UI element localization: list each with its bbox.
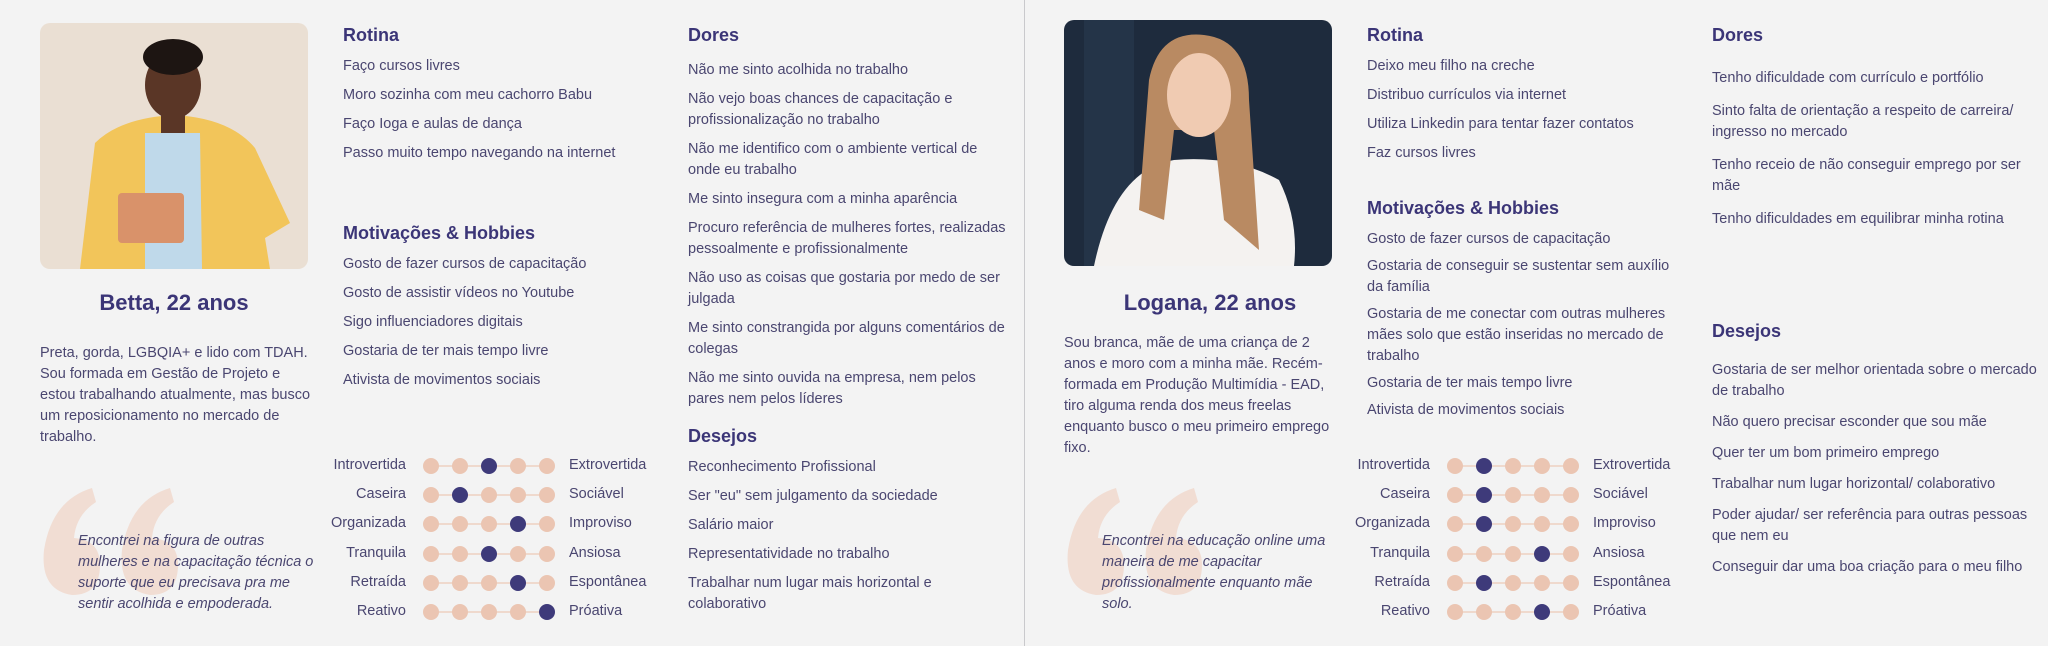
section-title: Rotina bbox=[1367, 25, 1423, 45]
dores-list bbox=[1712, 68, 2037, 230]
scale-dot-selected bbox=[452, 487, 468, 503]
scale-dot bbox=[423, 458, 439, 474]
scale-dot bbox=[1534, 575, 1550, 591]
scale-dot bbox=[1534, 516, 1550, 532]
scale-dot bbox=[510, 546, 526, 562]
scale-dot bbox=[423, 575, 439, 591]
scale-left-label: Introvertida bbox=[333, 457, 406, 473]
scale-dot bbox=[1505, 546, 1521, 562]
list-item: Gostaria de ser melhor orientada sobre o mercado de trabalho bbox=[1712, 362, 2037, 399]
list-item: Trabalhar num lugar mais horizontal e colaborativo bbox=[688, 575, 932, 612]
personality-scales bbox=[300, 455, 700, 630]
personality-scales bbox=[1324, 455, 1724, 630]
scale-dot bbox=[1447, 604, 1463, 620]
scale-dot bbox=[539, 575, 555, 591]
list-item: Tenho dificuldades em equilibrar minha rotina bbox=[1712, 211, 2004, 227]
scale-dot-selected bbox=[481, 458, 497, 474]
scale-dot bbox=[452, 458, 468, 474]
list-item: Sinto falta de orientação a respeito de carreira/ ingresso no mercado bbox=[1712, 103, 2014, 140]
scale-right-label: Extrovertida bbox=[569, 457, 647, 473]
list-item: Procuro referência de mulheres fortes, realizadas pessoalmente e profissionalmente bbox=[688, 220, 1006, 257]
scale-dot bbox=[423, 487, 439, 503]
scale-dot bbox=[1563, 604, 1579, 620]
scale-left-label: Reativo bbox=[356, 602, 406, 619]
scale-dot bbox=[452, 516, 468, 532]
section-title: Desejos bbox=[688, 426, 758, 446]
list-item: Salário maior bbox=[688, 517, 774, 533]
scale-dot bbox=[481, 575, 497, 591]
list-item: Reconhecimento Profissional bbox=[688, 459, 876, 475]
section-title: Desejos bbox=[1712, 321, 1782, 341]
list-item: Poder ajudar/ ser referência para outras pessoas que nem eu bbox=[1712, 507, 2028, 544]
list-item: Não uso as coisas que gostaria por medo de ser julgada bbox=[688, 270, 1000, 307]
scale-dot bbox=[481, 604, 497, 620]
scale-row bbox=[1324, 513, 1724, 542]
scale-dot bbox=[1534, 487, 1550, 503]
scale-left-label: Retraída bbox=[1374, 573, 1430, 590]
list-item: Distribuo currículos via internet bbox=[1367, 87, 1567, 103]
scale-dot-selected bbox=[1476, 458, 1492, 474]
scale-dot bbox=[1505, 458, 1521, 474]
scale-dot-selected bbox=[1476, 487, 1492, 503]
dores-section bbox=[1712, 25, 2037, 242]
list-item: Sigo influenciadores digitais bbox=[343, 314, 523, 330]
persona-name: Betta, 22 anos bbox=[99, 290, 249, 315]
list-item: Quer ter um bom primeiro emprego bbox=[1712, 445, 1940, 461]
scale-dot bbox=[1563, 546, 1579, 562]
scale-dot bbox=[539, 458, 555, 474]
scale-dot bbox=[1534, 458, 1550, 474]
list-item: Conseguir dar uma boa criação para o meu filho bbox=[1712, 559, 2023, 575]
scale-row bbox=[300, 484, 700, 513]
scale-right-label: Improviso bbox=[569, 515, 632, 532]
section-title: Dores bbox=[688, 25, 740, 45]
list-item: Gostaria de ter mais tempo livre bbox=[1367, 375, 1573, 391]
scale-dot bbox=[452, 575, 468, 591]
list-item: Faço cursos livres bbox=[343, 58, 460, 74]
scale-dot bbox=[1476, 604, 1492, 620]
scale-left-label: Organizada bbox=[1355, 515, 1430, 532]
list-item: Não me sinto acolhida no trabalho bbox=[688, 62, 909, 78]
scale-row bbox=[1324, 543, 1724, 572]
scale-dot bbox=[1447, 458, 1463, 474]
scale-right-label: Ansiosa bbox=[569, 544, 621, 561]
list-item: Me sinto constrangida por alguns comentários de colegas bbox=[688, 320, 1005, 357]
rotina-list bbox=[1367, 56, 1677, 164]
scale-dot bbox=[1447, 487, 1463, 503]
scale-dot bbox=[1505, 604, 1521, 620]
scale-left-label: Organizada bbox=[331, 515, 406, 532]
scale-dot bbox=[539, 516, 555, 532]
list-item: Ser "eu" sem julgamento da sociedade bbox=[688, 488, 938, 504]
scale-dot-selected bbox=[481, 546, 497, 562]
list-item: Me sinto insegura com a minha aparência bbox=[688, 191, 958, 207]
scale-dot-selected bbox=[1476, 516, 1492, 532]
persona-description: Preta, gorda, LGBQIA+ e lido com TDAH. Sou formada em Gestão de Projeto e estou trabalhando atualmente, mas busco um reposicionamento no mercado de trabalho. bbox=[40, 345, 311, 445]
list-item: Não quero precisar esconder que sou mãe bbox=[1712, 414, 1987, 430]
scale-row bbox=[300, 543, 700, 572]
list-item: Tenho dificuldade com currículo e portfólio bbox=[1712, 70, 1984, 86]
motivacoes-section bbox=[1367, 198, 1677, 427]
scale-row bbox=[1324, 601, 1724, 630]
persona-card-logana bbox=[1024, 0, 2048, 646]
scale-right-label: Ansiosa bbox=[1593, 544, 1645, 561]
list-item: Passo muito tempo navegando na internet bbox=[343, 145, 616, 161]
scale-right-label: Sociável bbox=[569, 486, 624, 503]
scale-dot bbox=[510, 604, 526, 620]
scale-right-label: Improviso bbox=[1593, 515, 1656, 532]
scale-dot bbox=[452, 546, 468, 562]
scale-dot bbox=[1476, 546, 1492, 562]
scale-row bbox=[300, 455, 700, 484]
list-item: Não vejo boas chances de capacitação e profissionalização no trabalho bbox=[688, 91, 953, 128]
scale-dot bbox=[539, 546, 555, 562]
scale-dot-selected bbox=[1534, 604, 1550, 620]
persona-quote: Encontrei na educação online uma maneira de me capacitar profissionalmente enquanto mãe solo. bbox=[1102, 533, 1326, 612]
dores-section bbox=[688, 25, 1013, 418]
list-item: Moro sozinha com meu cachorro Babu bbox=[343, 87, 593, 103]
persona-photo bbox=[1064, 20, 1332, 266]
list-item: Não me identifico com o ambiente vertical de onde eu trabalho bbox=[688, 141, 978, 178]
scale-row bbox=[300, 513, 700, 542]
scale-left-label: Caseira bbox=[356, 486, 406, 503]
list-item: Deixo meu filho na creche bbox=[1367, 58, 1535, 74]
persona-photo bbox=[40, 23, 308, 269]
list-item: Ativista de movimentos sociais bbox=[343, 372, 541, 388]
scale-left-label: Tranquila bbox=[1370, 544, 1430, 561]
scale-dot bbox=[481, 487, 497, 503]
section-title: Dores bbox=[1712, 25, 1764, 45]
scale-left-label: Caseira bbox=[1380, 486, 1430, 503]
scale-dot bbox=[423, 516, 439, 532]
motivacoes-section bbox=[343, 223, 653, 399]
scale-dot bbox=[510, 458, 526, 474]
scale-dot-selected bbox=[510, 516, 526, 532]
scale-dot-selected bbox=[510, 575, 526, 591]
list-item: Gosto de fazer cursos de capacitação bbox=[1367, 231, 1611, 247]
desejos-list bbox=[688, 457, 1013, 615]
desejos-section bbox=[688, 426, 1013, 623]
scale-right-label: Extrovertida bbox=[1593, 457, 1671, 473]
scale-dot bbox=[1447, 546, 1463, 562]
list-item: Ativista de movimentos sociais bbox=[1367, 402, 1565, 418]
scale-dot bbox=[1563, 575, 1579, 591]
list-item: Trabalhar num lugar horizontal/ colaborativo bbox=[1712, 476, 1996, 492]
list-item: Representatividade no trabalho bbox=[688, 546, 890, 562]
scale-dot bbox=[1505, 487, 1521, 503]
persona-name: Logana, 22 anos bbox=[1123, 290, 1297, 315]
scale-left-label: Reativo bbox=[1380, 602, 1430, 619]
scale-dot-selected bbox=[1534, 546, 1550, 562]
scale-dot-selected bbox=[539, 604, 555, 620]
section-title: Motivações & Hobbies bbox=[1367, 198, 1560, 218]
scale-right-label: Sociável bbox=[1593, 486, 1648, 503]
scale-dot bbox=[1563, 516, 1579, 532]
scale-left-label: Retraída bbox=[350, 573, 406, 590]
list-item: Gostaria de ter mais tempo livre bbox=[343, 343, 549, 359]
scale-dot bbox=[423, 604, 439, 620]
scale-row bbox=[300, 572, 700, 601]
scale-dot bbox=[481, 516, 497, 532]
motivacoes-list bbox=[1367, 229, 1677, 421]
rotina-list bbox=[343, 56, 653, 164]
dores-list bbox=[688, 60, 1013, 410]
scale-right-label: Próativa bbox=[1593, 602, 1647, 619]
desejos-list bbox=[1712, 360, 2037, 578]
scale-dot bbox=[510, 487, 526, 503]
scale-right-label: Próativa bbox=[569, 602, 623, 619]
scale-row bbox=[1324, 572, 1724, 601]
scale-left-label: Introvertida bbox=[1357, 457, 1430, 473]
scale-left-label: Tranquila bbox=[346, 544, 406, 561]
persona-quote: Encontrei na figura de outras mulheres e na capacitação técnica o suporte que eu precisava pra me sentir acolhida e empoderada. bbox=[78, 533, 314, 612]
section-title: Motivações & Hobbies bbox=[343, 223, 536, 243]
section-title: Rotina bbox=[343, 25, 399, 45]
list-item: Faz cursos livres bbox=[1367, 145, 1476, 161]
scale-dot bbox=[1563, 458, 1579, 474]
scale-dot-selected bbox=[1476, 575, 1492, 591]
scale-dot bbox=[452, 604, 468, 620]
scale-dot bbox=[1447, 516, 1463, 532]
scale-row bbox=[300, 601, 700, 630]
list-item: Gostaria de conseguir se sustentar sem auxílio da família bbox=[1367, 258, 1670, 295]
list-item: Gosto de assistir vídeos no Youtube bbox=[343, 285, 575, 301]
persona-description: Sou branca, mãe de uma criança de 2 anos e moro com a minha mãe. Recém-formada em Produção Multimídia - EAD, tiro alguma renda dos meus freelas enquanto busco o meu primeiro emprego fixo. bbox=[1064, 335, 1330, 456]
rotina-section bbox=[343, 25, 653, 172]
scale-dot bbox=[1563, 487, 1579, 503]
scale-dot bbox=[1447, 575, 1463, 591]
scale-dot bbox=[539, 487, 555, 503]
scale-row bbox=[1324, 455, 1724, 484]
list-item: Não me sinto ouvida na empresa, nem pelos pares nem pelos líderes bbox=[688, 370, 976, 407]
rotina-section bbox=[1367, 25, 1677, 172]
list-item: Gostaria de me conectar com outras mulheres mães solo que estão inseridas no mercado de trabalho bbox=[1367, 306, 1666, 364]
scale-dot bbox=[1505, 575, 1521, 591]
list-item: Faço Ioga e aulas de dança bbox=[343, 116, 522, 132]
motivacoes-list bbox=[343, 254, 653, 391]
list-item: Gosto de fazer cursos de capacitação bbox=[343, 256, 587, 272]
scale-right-label: Espontânea bbox=[569, 573, 647, 590]
list-item: Utiliza Linkedin para tentar fazer contatos bbox=[1367, 116, 1634, 132]
scale-right-label: Espontânea bbox=[1593, 573, 1671, 590]
list-item: Tenho receio de não conseguir emprego por ser mãe bbox=[1712, 157, 2021, 194]
desejos-section bbox=[1712, 321, 2037, 588]
scale-dot bbox=[423, 546, 439, 562]
scale-row bbox=[1324, 484, 1724, 513]
scale-dot bbox=[1505, 516, 1521, 532]
